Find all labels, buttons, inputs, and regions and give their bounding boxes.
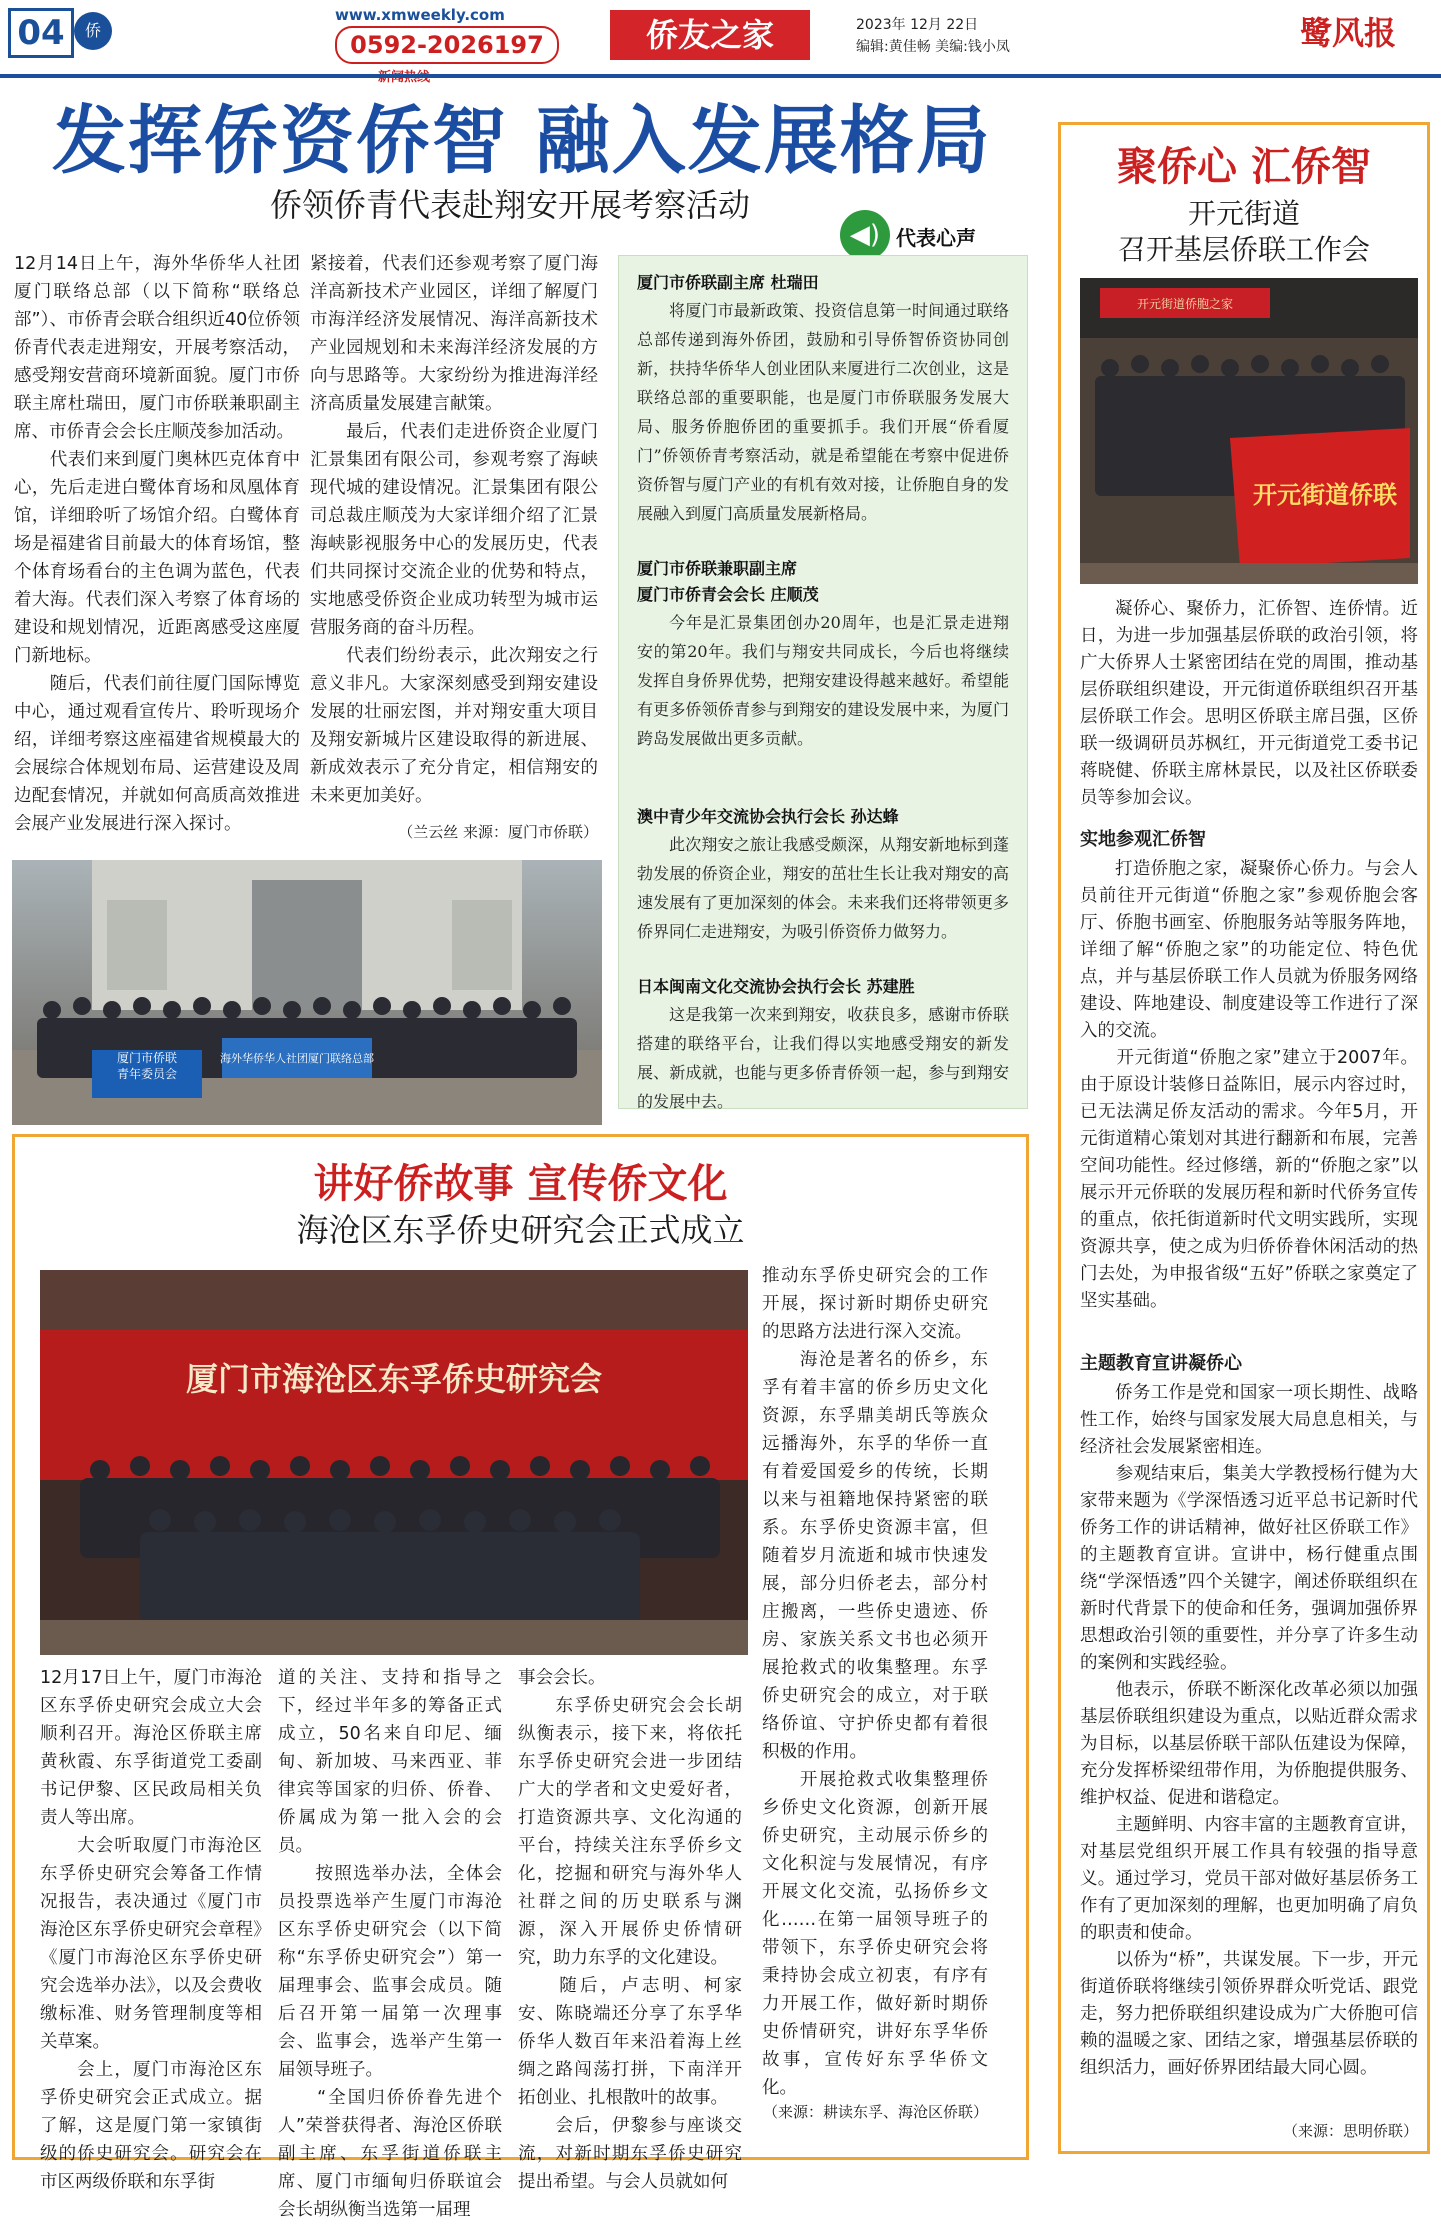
right-subheadline-1: 开元街道 bbox=[1187, 197, 1300, 230]
issue-date: 2023年 12月 22日 bbox=[856, 17, 979, 33]
speaker-icon: ◀) bbox=[840, 210, 890, 260]
section-logo-icon: 侨 bbox=[74, 12, 112, 50]
haicang-founding-group-photo bbox=[40, 1270, 748, 1655]
quote-item bbox=[637, 556, 1009, 753]
article1-headline: 发挥侨资侨智 融入发展格局 bbox=[52, 98, 992, 184]
website-url[interactable]: www.xmweekly.com bbox=[335, 6, 505, 24]
plaque-text: 开元街道侨胞之家 bbox=[1136, 297, 1234, 311]
banner-left-text: 厦门市侨联青年委员会 bbox=[116, 1051, 178, 1081]
quote-speaker: 澳中青少年交流协会执行会长 孙达蜂 bbox=[637, 807, 899, 826]
right-section2-heading: 主题教育宣讲凝侨心 bbox=[1080, 1353, 1242, 1374]
quote-item bbox=[637, 804, 1009, 946]
quote-text: 这是我第一次来到翔安，收获良多，感谢市侨联搭建的联络平台，让我们得以实地感受翔安的新发展、新成就，也能与更多侨青侨领一起，参与到翔安的发展中去。 bbox=[637, 1005, 1009, 1111]
quote-text: 将厦门市最新政策、投资信息第一时间通过联络总部传递到海外侨团，鼓励和引导侨智侨资协同创新，扶持华侨华人创业团队来厦进行二次创业，这是联络总部的重要职能，也是厦门市侨联服务发展大局、服务侨胞侨团的重要抓手。我们开展“侨看厦门”侨领侨青考察活动，就是希望能在考察中促进侨资侨智与厦门产业的有机有效对接，让侨胞自身的发展融入到厦门高质量发展新格局。 bbox=[637, 301, 1009, 523]
article2-column-3: 事会会长。 东孚侨史研究会会长胡纵衡表示，接下来，将依托东孚侨史研究会进一步团结广大的学者和文史爱好者，打造资源共享、文化沟通的平台，持续关注东孚侨乡文化，挖掘和研究与海外华人社群之间的历史联系与渊源，深入开展侨史侨情研究，助力东孚的文化建设。 随后，卢志明、柯家安、陈晓端还分享了东孚华侨华人数百年来沿着海上丝绸之路闯荡打拼，下南洋开拓创业、扎根散叶的故事。 会后，伊黎参与座谈交流，对新时期东孚侨史研究提出希望。与会人员就如何 bbox=[518, 1668, 742, 2192]
right-subheadline-2: 召开基层侨联工作会 bbox=[1117, 233, 1370, 266]
header-divider bbox=[0, 74, 1441, 78]
banner-text: 厦门市海沧区东孚侨史研究会 bbox=[185, 1360, 603, 1398]
quote-item bbox=[637, 270, 1009, 528]
voices-badge bbox=[840, 210, 990, 260]
hotline-phone: 0592-2026197 bbox=[335, 26, 559, 64]
paper-masthead: 鹭风报 bbox=[1300, 14, 1397, 52]
article2-column-1: 12月17日上午，厦门市海沧区东孚侨史研究会成立大会顺利召开。海沧区侨联主席黄秋霞、东孚街道党工委副书记伊黎、区民政局相关负责人等出席。 大会听取厦门市海沧区东孚侨史研究会筹备工作情况报告，表决通过《厦门市海沧区东孚侨史研究会章程》《厦门市海沧区东孚侨史研究会选举办法》，以及会费收缴标准、财务管理制度等相关草案。 会上，厦门市海沧区东孚侨史研究会正式成立。据了解，这是厦门第一家镇街级的侨史研究会。研究会在市区两级侨联和东孚街 bbox=[40, 1668, 262, 2192]
quote-text: 今年是汇景集团创办20周年，也是汇景走进翔安的第20年。我们与翔安共同成长，今后也将继续发挥自身侨界优势，把翔安建设得越来越好。希望能有更多侨领侨青参与到翔安的建设发展中来，为厦门跨岛发展做出更多贡献。 bbox=[637, 613, 1009, 748]
kaiyuan-group-photo bbox=[1080, 278, 1418, 584]
right-intro: 凝侨心、聚侨力，汇侨智、连侨情。近日，为进一步加强基层侨联的政治引领，将广大侨界人士紧密团结在党的周围，推动基层侨联组织建设，开元街道侨联组织召开基层侨联工作会。思明区侨联主席吕强，区侨联一级调研员苏枫红，开元街道党工委书记蒋晓健、侨联主席林景民，以及社区侨联委员等参加会议。 bbox=[1080, 599, 1418, 808]
article2-headline: 讲好侨故事 宣传侨文化 bbox=[313, 1161, 728, 1207]
column-name: 侨友之家 bbox=[610, 10, 810, 60]
article2-source: （来源：耕读东孚、海沧区侨联） bbox=[762, 2103, 988, 2121]
article2-column-2: 道的关注、支持和指导之下，经过半年多的筹备正式成立，50名来自印尼、缅甸、新加坡、马来西亚、菲律宾等国家的归侨、侨眷、侨属成为第一批入会的会员。 按照选举办法，全体会员投票选举产生厦门市海沧区东孚侨史研究会（以下简称“东孚侨史研究会”）第一届理事会、监事会成员。随后召开第一届第一次理事会、监事会，选举产生第一届领导班子。 “全国归侨侨眷先进个人”荣誉获得者、海沧区侨联副主席、东孚街道侨联主席、厦门市缅甸归侨联谊会会长胡纵衡当选第一届理 bbox=[278, 1668, 502, 2220]
quote-speaker: 厦门市侨联兼职副主席 厦门市侨青会会长 庄顺茂 bbox=[637, 559, 819, 604]
quote-speaker: 厦门市侨联副主席 杜瑞田 bbox=[637, 273, 819, 292]
right-source: （来源：思明侨联） bbox=[1282, 2122, 1418, 2140]
right-headline: 聚侨心 汇侨智 bbox=[1117, 144, 1371, 190]
xiangan-group-photo bbox=[12, 860, 602, 1125]
article1-column-1: 12月14日上午，海外华侨华人社团厦门联络总部（以下简称“联络总部”）、市侨青会联合组织近40位侨领侨青代表走进翔安，开展考察活动，感受翔安营商环境新面貌。厦门市侨联主席杜瑞田，厦门市侨联兼职副主席、市侨青会会长庄顺茂参加活动。 代表们来到厦门奥林匹克体育中心，先后走进白鹭体育场和凤凰体育馆，详细聆听了场馆介绍。白鹭体育场是福建省目前最大的体育场馆，整个体育场看台的主色调为蓝色，代表着大海。代表们深入考察了体育场的建设和规划情况，近距离感受这座厦门新地标。 随后，代表们前往厦门国际博览中心，通过观看宣传片、聆听现场介绍，详细考察这座福建省规模最大的会展综合体规划布局、运营建设及周边配套情况，并就如何高质高效推进会展产业发展进行深入探讨。 bbox=[14, 254, 300, 834]
article1-subheadline: 侨领侨青代表赴翔安开展考察活动 bbox=[270, 186, 751, 224]
article2-subheadline: 海沧区东孚侨史研究会正式成立 bbox=[296, 1211, 745, 1249]
voices-label: 代表心声 bbox=[896, 226, 976, 250]
quote-text: 此次翔安之旅让我感受颇深，从翔安新地标到蓬勃发展的侨资企业，翔安的茁壮生长让我对翔安的高速发展有了更加深刻的体会。未来我们还将带领更多侨界同仁走进翔安，为吸引侨资侨力做努力。 bbox=[637, 835, 1009, 941]
article1-source: （兰云丝 来源：厦门市侨联） bbox=[398, 823, 598, 841]
page-number: 04 bbox=[8, 8, 74, 58]
flag-text: 开元街道侨联 bbox=[1253, 481, 1397, 509]
banner-right-text: 海外华侨华人社团厦门联络总部 bbox=[220, 1052, 374, 1065]
representative-quotes-box bbox=[618, 255, 1028, 1109]
article1-column-2: 紧接着，代表们还参观考察了厦门海洋高新技术产业园区，详细了解厦门市海洋经济发展情况、海洋高新技术产业园规划和未来海洋经济发展的方向与思路等。大家纷纷为推进海洋经济高质量发展建言献策。 最后，代表们走进侨资企业厦门汇景集团有限公司，参观考察了海峡现代城的建设情况。汇景集团有限公司总裁庄顺茂为大家详细介绍了汇景海峡影视服务中心的发展历史，代表们共同探讨交流企业的优势和特点，实地感受侨资企业成功转型为城市运营服务商的奋斗历程。 代表们纷纷表示，此次翔安之行意义非凡。大家深刻感受到翔安建设发展的壮丽宏图，并对翔安重大项目及翔安新城片区建设取得的新进展、新成效表示了充分肯定，相信翔安的未来更加美好。 bbox=[310, 254, 598, 806]
quote-item bbox=[637, 974, 1009, 1116]
right-section1-heading: 实地参观汇侨智 bbox=[1080, 829, 1206, 850]
editors-credit: 编辑:黄佳畅 美编:钱小凤 bbox=[856, 39, 1010, 55]
right-section1-body: 打造侨胞之家，凝聚侨心侨力。与会人员前往开元街道“侨胞之家”参观侨胞会客厅、侨胞书画室、侨胞服务站等服务阵地，详细了解“侨胞之家”的功能定位、特色优点，并与基层侨联工作人员就为侨服务网络建设、阵地建设、制度建设等工作进行了深入的交流。 开元街道“侨胞之家”建立于2007年。由于原设计装修日益陈旧，展示内容过时，已无法满足侨友活动的需求。今年5月，开元街道精心策划对其进行翻新和布展，完善空间功能性。经过修缮，新的“侨胞之家”以展示开元侨联的发展历程和新时代侨务宣传的重点，依托街道新时代文明实践所，实现资源共享，使之成为归侨侨眷休闲活动的热门去处，为申报省级“五好”侨联之家奠定了坚实基础。 bbox=[1080, 859, 1418, 1311]
quote-speaker: 日本闽南文化交流协会执行会长 苏建胜 bbox=[637, 977, 915, 996]
right-section2-body: 侨务工作是党和国家一项长期性、战略性工作，始终与国家发展大局息息相关，与经济社会发展紧密相连。 参观结束后，集美大学教授杨行健为大家带来题为《学深悟透习近平总书记新时代侨务工作的讲话精神，做好社区侨联工作》的主题教育宣讲。宣讲中，杨行健重点围绕“学深悟透”四个关键字，阐述侨联组织在新时代背景下的使命和任务，强调加强侨界思想政治引领的重要性，并分享了许多生动的案例和实践经验。 他表示，侨联不断深化改革必须以加强基层侨联组织建设为重点，以贴近群众需求为目标，以基层侨联干部队伍建设为保障，充分发挥桥梁纽带作用，为侨胞提供服务、维护权益、促进和谐稳定。 主题鲜明、内容丰富的主题教育宣讲，对基层党组织开展工作具有较强的指导意义。通过学习，党员干部对做好基层侨务工作有了更加深刻的理解，也更加明确了肩负的职责和使命。 以侨为“桥”，共谋发展。下一步，开元街道侨联将继续引领侨界群众听党话、跟党走，努力把侨联组织建设成为广大侨胞可信赖的温暖之家、团结之家，增强基层侨联的组织活力，画好侨界团结最大同心圆。 bbox=[1080, 1383, 1418, 2078]
article2-column-4: 推动东孚侨史研究会的工作开展，探讨新时期侨史研究的思路方法进行深入交流。 海沧是著名的侨乡，东孚有着丰富的侨乡历史文化资源，东孚鼎美胡氏等族众远播海外，东孚的华侨一直有着爱国爱乡的传统，长期以来与祖籍地保持紧密的联系。东孚侨史资源丰富，但随着岁月流逝和城市快速发展，部分归侨老去，部分村庄搬离，一些侨史遗迹、侨房、家族关系文书也必须开展抢救式的收集整理。东孚侨史研究会的成立，对于联络侨谊、守护侨史都有着很积极的作用。 开展抢救式收集整理侨乡侨史文化资源，创新开展侨史研究，主动展示侨乡的文化积淀与发展情况，有序开展文化交流，弘扬侨乡文化……在第一届领导班子的带领下，东孚侨史研究会将秉持协会成立初衷，有序有力开展工作，做好新时期侨史侨情研究，讲好东孚华侨故事，宣传好东孚华侨文化。 bbox=[762, 1266, 988, 2098]
